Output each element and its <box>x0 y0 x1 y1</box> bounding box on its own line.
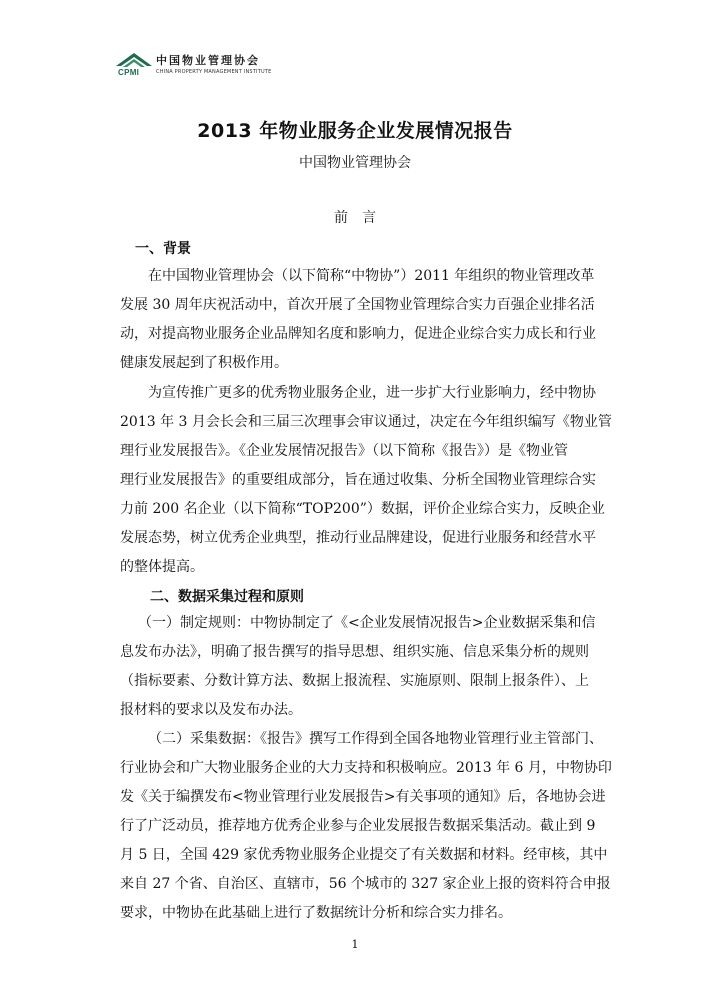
paragraph-line: 报材料的要求以及发布办法。 <box>120 702 302 718</box>
paragraph-line: 发展态势，树立优秀企业典型，推动行业品牌建设，促进行业服务和经营水平 <box>120 530 596 546</box>
paragraph-line: 行业协会和广大物业服务企业的大力支持和积极响应。2013 年 6 月，中物协印 <box>120 760 612 776</box>
paragraph-line: 发《关于编撰发布<物业管理行业发展报告>有关事项的通知》后，各地协会进 <box>120 789 606 805</box>
paragraph-data-collection <box>120 729 612 921</box>
paragraph-line: 发展 30 周年庆祝活动中，首次开展了全国物业管理综合实力百强企业排名活 <box>120 297 595 313</box>
paragraph-purpose <box>120 383 612 575</box>
paragraph-line: 来自 27 个省、自治区、直辖市，56 个城市的 327 家企业上报的资料符合申报 <box>120 876 611 892</box>
paragraph-background <box>120 266 600 371</box>
logo-chinese-name: 中国物业管理协会 <box>156 54 260 67</box>
paragraph-line: 动，对提高物业服务企业品牌知名度和影响力，促进企业综合实力成长和行业 <box>120 326 596 342</box>
paragraph-line: 理行业发展报告》。《企业发展情况报告》（以下简称《报告》）是《物业管 <box>120 443 568 459</box>
paragraph-line: 力前 200 名企业（以下简称“TOP200”）数据，评价企业综合实力，反映企业 <box>120 501 605 517</box>
paragraph-line: 2013 年 3 月会长会和三届三次理事会审议通过，决定在今年组织编写《物业管 <box>120 414 612 430</box>
logo-abbreviation: CPMI <box>118 68 140 77</box>
paragraph-line: 要求，中物协在此基础上进行了数据统计分析和综合实力排名。 <box>120 905 512 921</box>
paragraph-rules <box>120 613 600 718</box>
logo-english-name: CHINA PROPERTY MANAGEMENT INSTITUTE <box>156 69 272 75</box>
section-heading-data-collection: 二、数据采集过程和原则 <box>150 589 304 605</box>
paragraph-line: 理行业发展报告》的重要组成部分，旨在通过收集、分析全国物业管理综合实 <box>120 472 596 488</box>
document-subtitle: 中国物业管理协会 <box>299 155 411 171</box>
page-number: 1 <box>351 938 359 951</box>
paragraph-line: 在中国物业管理协会（以下简称“中物协”）2011 年组织的物业管理改革 <box>148 268 595 284</box>
section-heading-background: 一、背景 <box>135 241 191 257</box>
paragraph-line: 为宣传推广更多的优秀物业服务企业，进一步扩大行业影响力，经中物协 <box>148 385 596 401</box>
paragraph-line: 息发布办法》，明确了报告撰写的指导思想、组织实施、信息采集分析的规则 <box>120 644 589 660</box>
paragraph-line: 健康发展起到了积极作用。 <box>120 355 288 371</box>
document-title: 2013 年物业服务企业发展情况报告 <box>197 120 513 142</box>
paragraph-line: 行了广泛动员，推荐地方优秀企业参与企业发展报告数据采集活动。截止到 9 <box>120 818 596 834</box>
paragraph-line: （二）采集数据：《报告》撰写工作得到全国各地物业管理行业主管部门、 <box>148 731 603 747</box>
paragraph-line: （一）制定规则：中物协制定了《<企业发展情况报告>企业数据采集和信 <box>138 615 596 631</box>
paragraph-line: 的整体提高。 <box>120 559 204 575</box>
cpmi-logo <box>114 50 284 80</box>
paragraph-line: （指标要素、分数计算方法、数据上报流程、实施原则、限制上报条件）、上 <box>120 673 589 689</box>
paragraph-line: 月 5 日，全国 429 家优秀物业服务企业提交了有关数据和材料。经审核，其中 <box>120 847 608 863</box>
preface-heading: 前言 <box>334 210 390 226</box>
